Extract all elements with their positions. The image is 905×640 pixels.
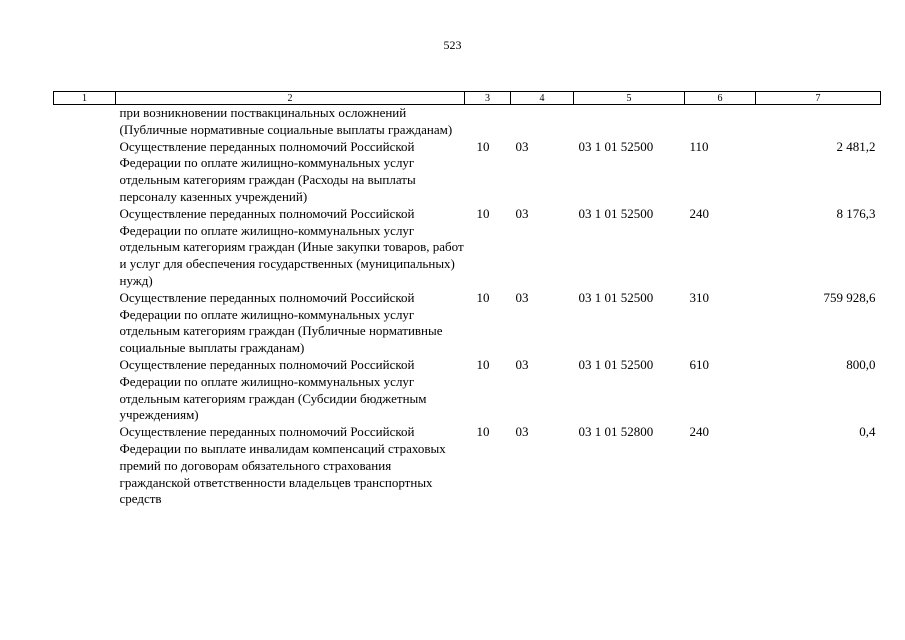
table-body [54, 105, 881, 509]
header-col-1: 1 [54, 92, 116, 105]
row-amount: 8 176,3 [836, 205, 876, 221]
row-section: 10 [476, 289, 490, 305]
row-target-article: 03 1 01 52800 [578, 424, 654, 440]
header-col-3: 3 [465, 92, 511, 105]
row-amount: 759 928,6 [823, 289, 876, 305]
budget-table [53, 91, 881, 508]
table-row [54, 424, 881, 508]
row-col1 [54, 206, 116, 290]
row-section: 10 [476, 205, 490, 221]
row-description: Осуществление переданных полномочий Российской Федерации по оплате жилищно-коммунальных услуг отдельным категориям граждан (Расходы на выплаты персоналу казенных учреждений) [119, 138, 416, 204]
row-section [465, 105, 511, 139]
row-col1 [54, 290, 116, 357]
row-target-article: 03 1 01 52500 [578, 289, 654, 305]
row-description: Осуществление переданных полномочий Российской Федерации по оплате жилищно-коммунальных услуг отдельным категориям граждан (Публичные нормативные социальные выплаты гражданам) [119, 289, 443, 356]
row-subsection [511, 105, 574, 139]
row-target-article: 03 1 01 52500 [578, 356, 654, 372]
row-subsection: 03 [515, 289, 529, 305]
row-col1 [54, 424, 116, 508]
row-expense-type: 240 [689, 424, 709, 440]
row-section: 10 [476, 138, 490, 154]
budget-table-container [53, 91, 880, 508]
row-subsection: 03 [515, 356, 529, 372]
header-col-6: 6 [685, 92, 756, 105]
row-section: 10 [476, 356, 490, 372]
table-row [54, 206, 881, 290]
table-row [54, 105, 881, 139]
table-header [54, 92, 881, 105]
row-description: Осуществление переданных полномочий Российской Федерации по оплате жилищно-коммунальных услуг отдельным категориям граждан (Субсидии бюджетным учреждениям) [119, 356, 427, 423]
row-amount [756, 105, 881, 139]
row-col1 [54, 139, 116, 206]
row-col1 [54, 105, 116, 139]
row-description: Осуществление переданных полномочий Российской Федерации по оплате жилищно-коммунальных услуг отдельным категориям граждан (Иные закупки товаров, работ и услуг для обеспечения государственных (муниципальных) нужд) [119, 205, 464, 288]
row-description: Осуществление переданных полномочий Российской Федерации по выплате инвалидам компенсаций страховых премий по договорам обязательного страхования гражданской ответственности владельцев транспортных средств [119, 424, 446, 507]
page-number: 523 [443, 38, 462, 52]
row-target-article [574, 105, 685, 139]
row-target-article: 03 1 01 52500 [578, 138, 654, 154]
row-expense-type [685, 105, 756, 139]
header-col-5: 5 [574, 92, 685, 105]
row-subsection: 03 [515, 205, 529, 221]
row-subsection: 03 [515, 138, 529, 154]
row-amount: 0,4 [859, 424, 876, 440]
row-amount: 2 481,2 [836, 138, 876, 154]
table-row [54, 290, 881, 357]
row-description: при возникновении поствакцинальных осложнений (Публичные нормативные социальные выплаты гражданам) [119, 105, 453, 137]
header-col-7: 7 [756, 92, 881, 105]
row-subsection: 03 [515, 424, 529, 440]
row-col1 [54, 357, 116, 424]
header-row [54, 92, 881, 105]
row-amount: 800,0 [846, 356, 876, 372]
row-expense-type: 310 [689, 289, 709, 305]
row-expense-type: 610 [689, 356, 709, 372]
row-section: 10 [476, 424, 490, 440]
table-row [54, 357, 881, 424]
table-row [54, 139, 881, 206]
row-target-article: 03 1 01 52500 [578, 205, 654, 221]
header-col-2: 2 [116, 92, 465, 105]
header-col-4: 4 [511, 92, 574, 105]
row-expense-type: 240 [689, 205, 709, 221]
row-expense-type: 110 [689, 138, 709, 154]
